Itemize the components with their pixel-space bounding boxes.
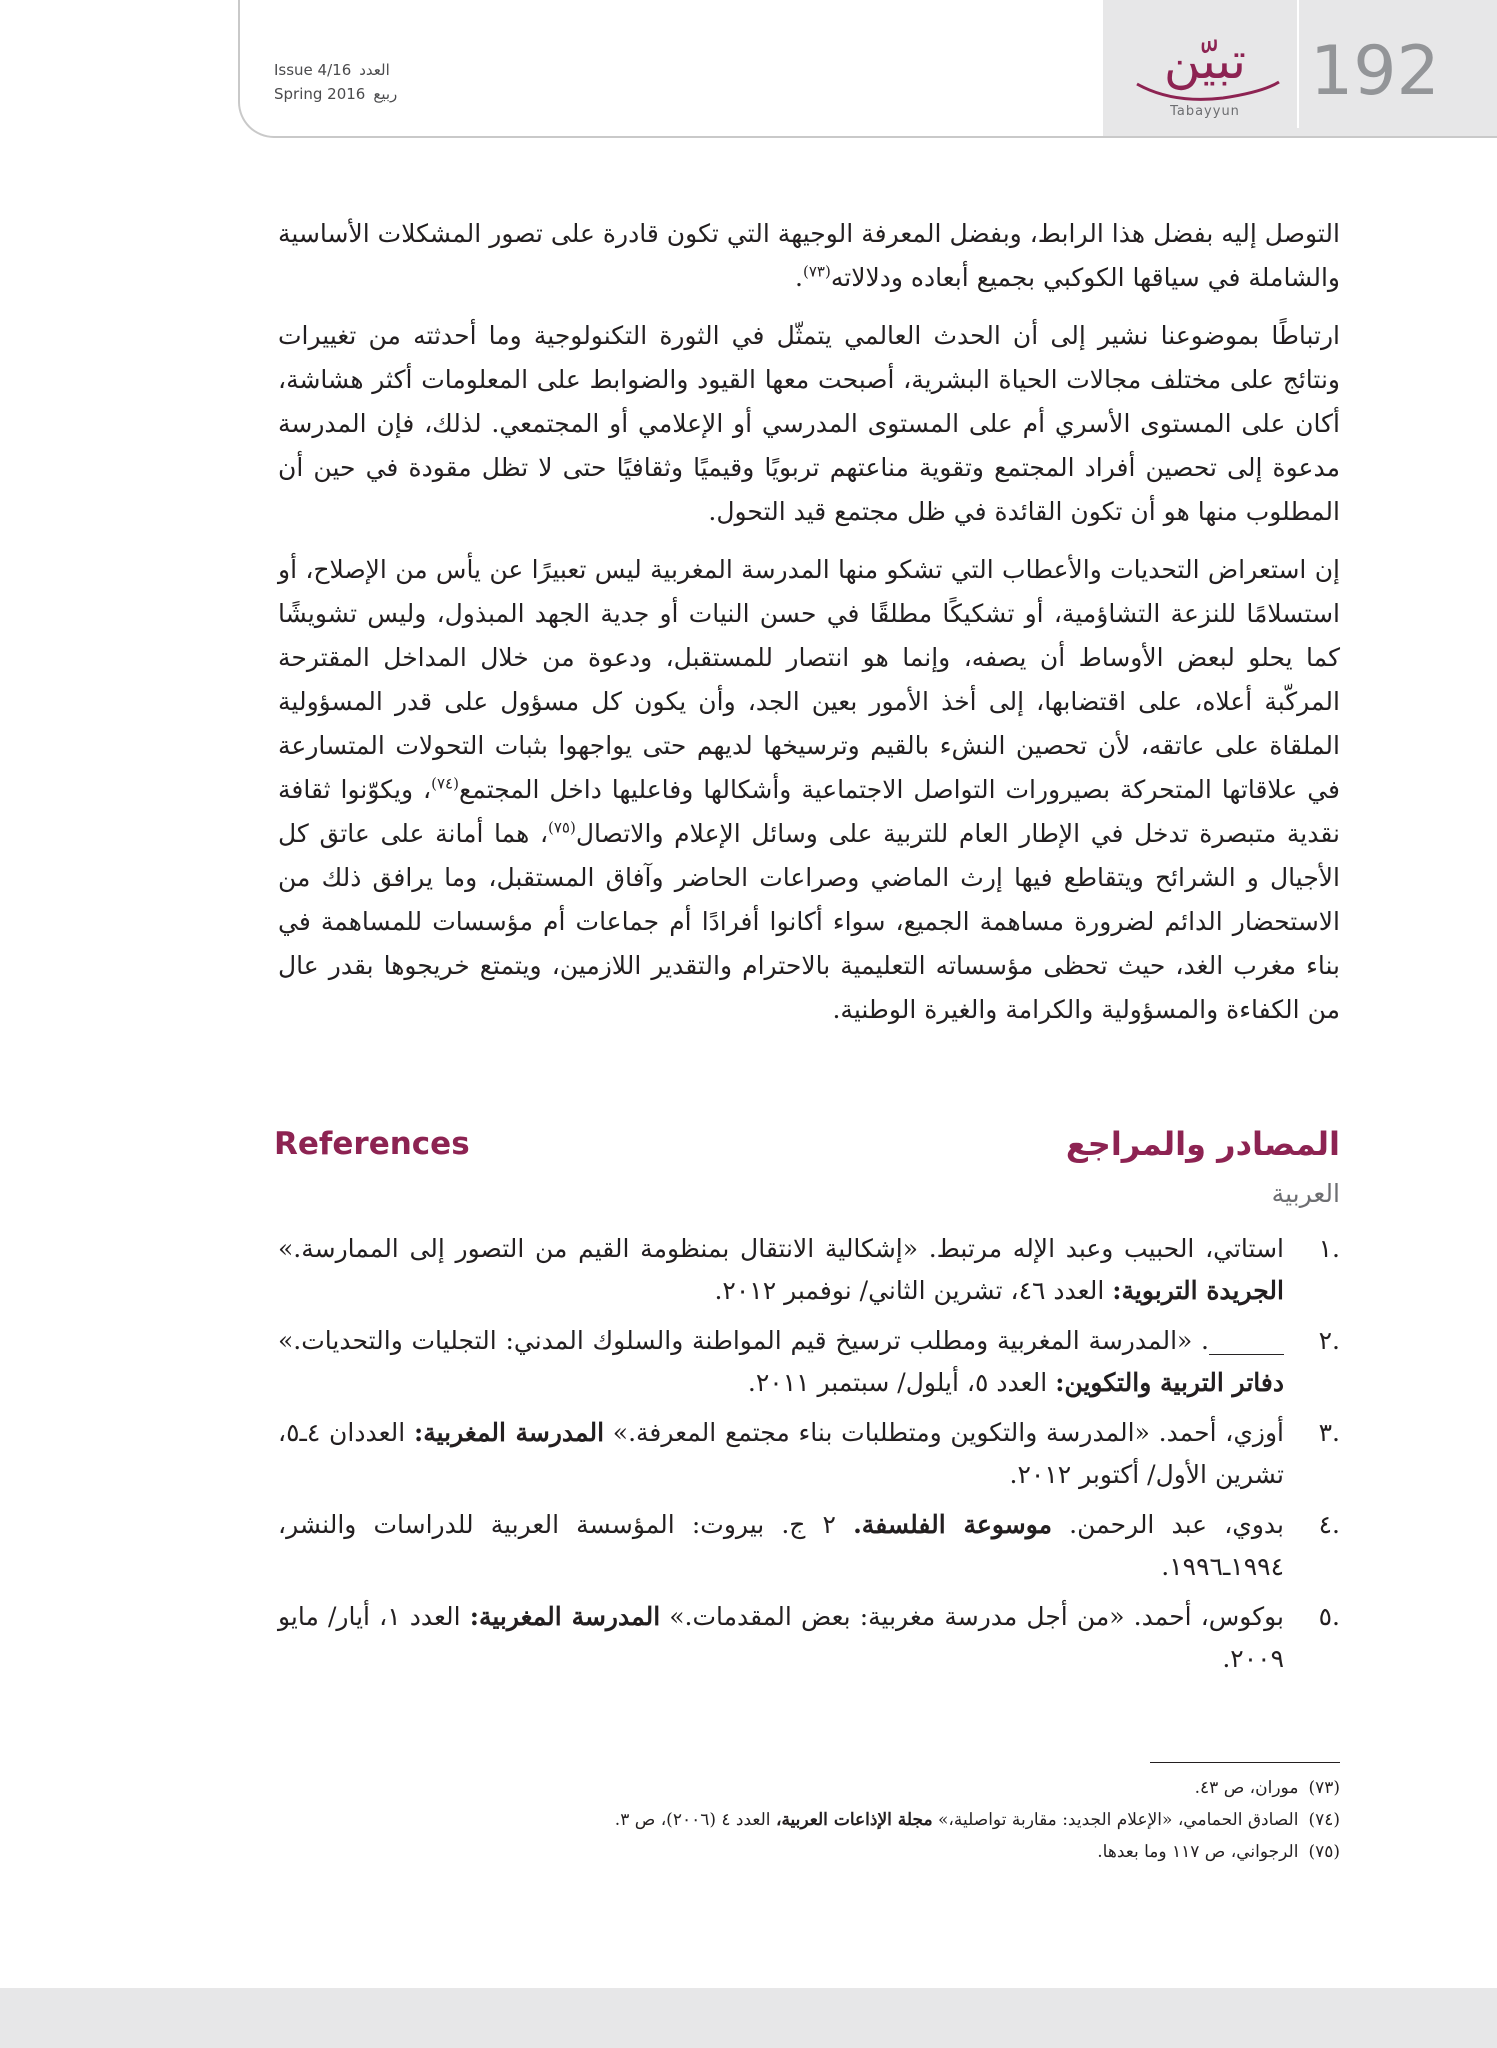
- paragraph-3: [278, 548, 1340, 1032]
- reference-number: .٥: [1318, 1602, 1340, 1631]
- reference-text: [278, 1320, 1284, 1404]
- reference-post: العدد ٤٦، تشرين الثاني/ نوفمبر ٢٠١٢.: [714, 1276, 1105, 1305]
- reference-item: [278, 1504, 1340, 1588]
- issue-en: Issue 4/16: [274, 61, 352, 79]
- footnote-rule: [1150, 1762, 1340, 1763]
- footnote: [278, 1804, 1340, 1836]
- reference-number: .١: [1318, 1234, 1340, 1263]
- paragraph-text: التوصل إليه بفضل هذا الرابط، وبفضل المعرفة الوجيهة التي تكون قادرة على تصور المشكلات الأساسية والشاملة في سياقها الكوكبي بجميع أبعاده ودلالاته: [278, 219, 1340, 292]
- references-heading-ar: المصادر والمراجع: [1065, 1125, 1340, 1163]
- reference-number: .٤: [1318, 1510, 1340, 1539]
- paragraph-text: ارتباطًا بموضوعنا نشير إلى أن الحدث العالمي يتمثّل في الثورة التكنولوجية وما أحدثته من تغييرات ونتائج على مختلف مجالات الحياة البشرية، أصبحت معها القيود والضوابط على المعلومات أكثر هشاشة، أكان على المستوى الأسري أم على المستوى المدرسي أو الإعلامي أو المجتمعي. لذلك، فإن المدرسة مدعوة إلى تحصين أفراد المجتمع وتقوية مناعتهم تربويًا وقيميًا وثقافيًا حتى لا تظل مقودة في حين أن المطلوب منها هو أن تكون القائدة في ظل مجتمع قيد التحول.: [278, 321, 1340, 526]
- footnote-number: (٧٤): [1308, 1810, 1340, 1830]
- footnote-post: العدد ٤ (٢٠٠٦)، ص ٣.: [614, 1810, 771, 1830]
- reference-text: [278, 1228, 1284, 1312]
- footnote-marker: (٧٣): [803, 262, 831, 281]
- footnote-pre: موران، ص ٤٣.: [1194, 1778, 1299, 1798]
- reference-item: [278, 1412, 1340, 1496]
- reference-pre: ______. «المدرسة المغربية ومطلب ترسيخ قيم المواطنة والسلوك المدني: التجليات والتحديات.»: [278, 1326, 1284, 1355]
- page-number: 192: [1310, 32, 1440, 111]
- reference-pre: أوزي، أحمد. «المدرسة والتكوين ومتطلبات بناء مجتمع المعرفة.»: [612, 1418, 1285, 1447]
- reference-text: [278, 1412, 1284, 1496]
- paragraph-1: [278, 212, 1340, 300]
- reference-number: .٣: [1318, 1418, 1340, 1447]
- reference-text: [278, 1504, 1284, 1588]
- footnote: [278, 1836, 1340, 1868]
- footnote: [278, 1772, 1340, 1804]
- reference-item: [278, 1596, 1340, 1680]
- footnote-source: مجلة الإذاعات العربية،: [775, 1810, 933, 1830]
- season-ar: ربيع: [373, 85, 398, 103]
- reference-pre: بدوي، عبد الرحمن.: [1069, 1510, 1284, 1539]
- reference-title: المدرسة المغربية:: [469, 1602, 661, 1631]
- references-heading-en: References: [274, 1126, 470, 1162]
- footnote-marker: (٧٤): [431, 774, 459, 793]
- footnote-text: [1097, 1836, 1298, 1868]
- reference-title: الجريدة التربوية:: [1112, 1276, 1284, 1305]
- footnote-pre: الصادق الحمامي، «الإعلام الجديد: مقاربة تواصلية،»: [938, 1810, 1299, 1830]
- reference-pre: بوكوس، أحمد. «من أجل مدرسة مغربية: بعض المقدمات.»: [669, 1602, 1284, 1631]
- reference-list: [278, 1228, 1340, 1688]
- footnote-text: [615, 1804, 1299, 1836]
- reference-post: ٢ ج. بيروت: المؤسسة العربية للدراسات والنشر، ١٩٩٤ـ١٩٩٦.: [278, 1510, 1284, 1581]
- reference-title: موسوعة الفلسفة.: [853, 1510, 1053, 1539]
- footnote-pre: الرجواني، ص ١١٧ وما بعدها.: [1097, 1842, 1299, 1862]
- season-line: [274, 82, 434, 106]
- reference-title: دفاتر التربية والتكوين:: [1055, 1368, 1284, 1397]
- reference-text: [278, 1596, 1284, 1680]
- article-body: [278, 212, 1340, 1046]
- issue-info: [274, 58, 434, 106]
- footnote-marker: (٧٥): [548, 818, 576, 837]
- season-en: Spring 2016: [274, 85, 366, 103]
- paragraph-text: ، هما أمانة على عاتق كل الأجيال و الشرائح ويتقاطع فيها إرث الماضي وصراعات الحاضر وآفاق المستقبل، وما يرافق ذلك من الاستحضار الدائم لضرورة مساهمة الجميع، سواء أكانوا أفرادًا أم جماعات أم مؤسسات للمساهمة في بناء مغرب الغد، حيث تحظى مؤسساته التعليمية بالاحترام والتقدير اللازمين، ويتمتع خريجوها بقدر عال من الكفاءة والمسؤولية والكرامة والغيرة الوطنية.: [278, 819, 1340, 1024]
- footnote-number: (٧٣): [1308, 1778, 1340, 1798]
- paragraph-2: [278, 314, 1340, 534]
- reference-post: العدد ١، أيار/ مايو ٢٠٠٩.: [278, 1602, 1284, 1673]
- reference-title: المدرسة المغربية:: [413, 1418, 605, 1447]
- references-subheading: العربية: [1271, 1179, 1340, 1208]
- reference-number: .٢: [1318, 1326, 1340, 1355]
- footnotes: [278, 1772, 1340, 1868]
- issue-line: [274, 58, 434, 82]
- reference-pre: استاتي، الحبيب وعبد الإله مرتبط. «إشكالية الانتقال بمنظومة القيم من التصور إلى الممارسة.»: [278, 1234, 1284, 1263]
- paragraph-end: .: [795, 263, 803, 292]
- references-heading: [274, 1120, 1340, 1170]
- logo-english: Tabayyun: [1170, 104, 1240, 119]
- issue-ar: العدد: [359, 61, 390, 79]
- reference-item: [278, 1320, 1340, 1404]
- reference-post: العدد ٥، أيلول/ سبتمبر ٢٠١١.: [747, 1368, 1048, 1397]
- logo-arabic: تبيّن: [1163, 32, 1247, 90]
- reference-item: [278, 1228, 1340, 1312]
- journal-logo: [1125, 22, 1285, 132]
- footnote-number: (٧٥): [1308, 1842, 1340, 1862]
- footer-band: [0, 1988, 1497, 2048]
- paragraph-text: إن استعراض التحديات والأعطاب التي تشكو منها المدرسة المغربية ليس تعبيرًا عن يأس من الإصلاح، أو استسلامًا للنزعة التشاؤمية، أو تشكيكًا مطلقًا في حسن النيات أو جدية الجهد المبذول، وليس تشويشًا كما يحلو لبعض الأوساط أن يصفه، وإنما هو انتصار للمستقبل، ودعوة من خلال المداخل المقترحة المركّبة أعلاه، على اقتضابها، إلى أخذ الأمور بعين الجد، وأن يكون كل مسؤول على قدر المسؤولية الملقاة على عاتقه، لأن تحصين النشء بالقيم وترسيخها لديهم حتى يواجهوا بثبات التحولات المتسارعة في علاقاتها المتحركة بصيرورات التواصل الاجتماعية وأشكالها وفاعليها داخل المجتمع: [278, 555, 1341, 804]
- paragraph-text: ، ويكوّنوا ثقافة نقدية متبصرة تدخل في الإطار العام للتربية على وسائل الإعلام والاتصال: [278, 775, 1340, 848]
- footnote-text: [1195, 1772, 1299, 1804]
- reference-post: العددان ٤ـ٥، تشرين الأول/ أكتوبر ٢٠١٢.: [278, 1418, 1284, 1489]
